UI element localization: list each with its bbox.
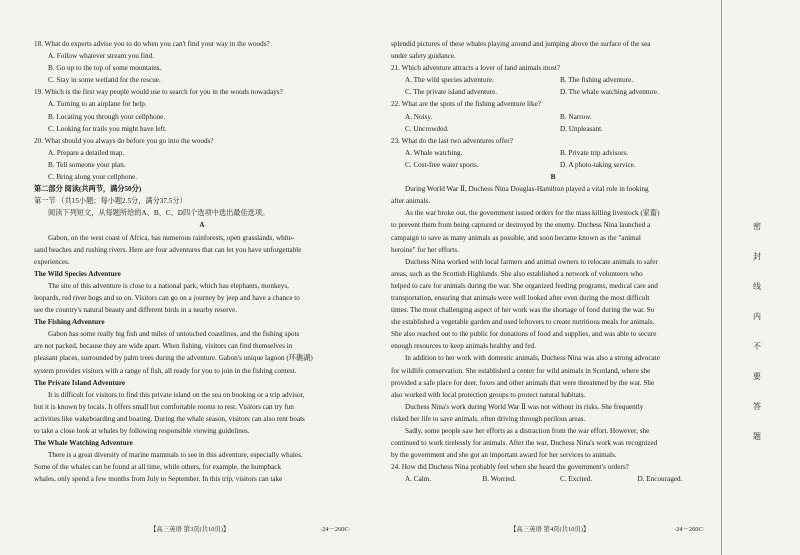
question-24-options — [391, 473, 715, 485]
answer-option: C. Cost-free water sports. — [405, 160, 479, 169]
text-line: 18. What do experts advise you to do when you can't find your way in the woods? — [34, 40, 270, 48]
text-line: As the war broke out, the government issued orders for the mass killing livestock (家畜) — [405, 209, 660, 218]
footer-right-title: 【高三英语 第4页(共10页)】 — [510, 526, 590, 533]
text-line: It is difficult for visitors to find this private island on the sea on booking or a trip advisor, — [48, 390, 305, 399]
text-line: 阅读下列短文，从每题所给的A、B、C、D四个选项中选出最佳选项。 — [48, 209, 270, 218]
footer-left-code: ·24－260C· — [320, 526, 351, 533]
text-line: 21. Which adventure attracts a lover of land animals most? — [391, 64, 561, 73]
text-line: The Fishing Adventure — [34, 318, 105, 327]
right-column — [391, 38, 715, 485]
text-line: she established a vegetable garden and used leftovers to create nutritious meals for animals. — [391, 318, 655, 327]
text-line: 19. Which is the first way people would use to search for you in the woods nowadays? — [34, 88, 283, 97]
text-line: C. Bring along your cellphone. — [48, 173, 138, 182]
text-line: transportation, ensuring that animals were well looked after even during the most difficult — [391, 293, 650, 302]
answer-option: D. The whale watching adventure. — [560, 88, 659, 97]
text-line: She also reached out to the public for donations of food and supplies, and was able to secure — [391, 330, 657, 339]
text-line: B — [550, 173, 556, 182]
option-row — [391, 86, 715, 98]
text-line: helped to care for animals during the war. She organized feeding programs, medical care and — [391, 281, 658, 290]
seal-line-notice — [752, 212, 762, 452]
text-line: activities like wakeboarding and boating. During the whale season, visitors can also rent boats — [34, 414, 305, 423]
text-line: The site of this adventure is close to a national park, which has elephants, monkeys, — [48, 281, 289, 290]
text-line: but it is known by locals. It offers small but comfortable rooms to rest. Visitors can try fun — [34, 402, 294, 411]
text-line: The Whale Watching Adventure — [34, 439, 133, 448]
text-line: 第一节 （共15小题；每小题2.5分，满分37.5分） — [34, 197, 187, 206]
seal-notice-char: 封 — [753, 252, 761, 261]
text-line: During World War Ⅱ, Duchess Nina Douglas-Hamilton played a vital role in looking — [405, 185, 649, 194]
option-row — [391, 123, 715, 135]
text-line: experiences. — [34, 257, 70, 266]
text-line: The Wild Species Adventure — [34, 269, 121, 278]
text-line: Gabon has some really big fish and miles of untouched coastlines, and the fishing spots — [48, 330, 300, 339]
text-line: by the government and she got an important award for her services to animals. — [391, 451, 617, 460]
text-line: provided a safe place for deer, foxes and other animals that were threatened by the war. She — [391, 378, 655, 387]
text-line: system provides visitors with a range of fish, all ready for you to join in the fishing contest. — [34, 366, 297, 375]
text-line: also worked with local protection groups to protect natural habitats. — [391, 390, 586, 399]
text-line: Some of the whales can be found at all time, while others, for example, the humpback — [34, 463, 282, 472]
text-line: to prevent them from being captured or destroyed by the enemy. Duchess Nina launched a — [391, 221, 651, 230]
text-line: B. Go up to the top of some mountains. — [48, 64, 162, 73]
passage-b — [391, 171, 715, 473]
left-column — [34, 38, 370, 485]
question-21-options — [391, 74, 715, 98]
answer-option: C. The private island adventure. — [405, 88, 498, 97]
text-line: Sadly, some people saw her efforts as a distraction from the war effort. However, she — [405, 427, 650, 435]
answer-option: D. Unpleasant. — [560, 124, 603, 133]
text-line: Gabon, on the west coast of Africa, has numerous rainforests, open grasslands, white- — [48, 233, 295, 242]
answer-option: C. Uncrowded. — [405, 124, 449, 133]
answer-option: A. Calm. — [405, 475, 432, 484]
option-row — [391, 159, 715, 171]
answer-option: D. Encouraged. — [637, 475, 683, 484]
seal-notice-char: 密 — [753, 222, 761, 231]
text-line: leopards, red river hogs and so on. Visitors can go on a journey by jeep and have a chance to — [34, 293, 300, 302]
text-line: risked her life to save animals, often driving through perilous areas. — [391, 414, 586, 423]
text-line: splendid pictures of these whales playing around and jumping above the surface of the sea — [391, 40, 651, 48]
text-line: areas, such as the Scottish Highlands. She also established a network of volunteers who — [391, 269, 643, 278]
seal-notice-char: 答 — [753, 402, 761, 411]
answer-option: B. Private trip advisors. — [560, 148, 629, 157]
question-22-stem: 22. What are the spots of the fishing adventure like? — [391, 100, 541, 109]
text-line: 24. How did Duchess Nina probably feel when she heard the government's orders? — [391, 463, 629, 472]
text-line: sand beaches and rushing rivers. Here are four adventures that can let you have unforgettable — [34, 245, 302, 254]
text-line: Duchess Nina's work during World War Ⅱ was not without its risks. She frequently — [405, 402, 644, 411]
text-line: are not packed, because they are wide apart. When fishing, visitors can find themselves in — [34, 342, 293, 351]
text-line: pleasant places, surrounded by palm trees during the adventure. Gabon's unique lagoon (环礁湖) — [34, 354, 313, 363]
footer-left-title: 【高三英语 第3页(共10页)】 — [150, 526, 230, 533]
seal-notice-char: 不 — [753, 342, 761, 351]
text-line: A — [199, 221, 205, 230]
text-line: C. Looking for trails you might have left. — [48, 124, 167, 133]
answer-option: C. Excited. — [560, 475, 593, 484]
question-22-options — [391, 111, 715, 135]
text-line: continued to work tirelessly for animals. After the war, Duchess Nina's work was recognized — [391, 439, 658, 448]
text-line: enough resources to keep animals healthy and fed. — [391, 342, 536, 351]
text-line: A. Follow whatever stream you find. — [48, 52, 154, 61]
answer-option: A. Noisy. — [405, 112, 433, 121]
text-line: for wildlife conservation. She established a center for wild animals in Scotland, where she — [391, 366, 651, 375]
option-row — [391, 111, 715, 123]
answer-option: B. The fishing adventure. — [560, 76, 634, 85]
text-line: A. Prepare a detailed map. — [48, 148, 125, 157]
passage-a-end — [391, 38, 715, 74]
answer-option: A. The wild species adventure. — [405, 76, 494, 85]
option-row — [391, 147, 715, 159]
question-23-stem: 23. What do the last two adventures offer? — [391, 136, 513, 145]
text-line: 20. What should you always do before you go into the woods? — [34, 136, 214, 145]
text-line: The Private Island Adventure — [34, 378, 126, 387]
seal-line — [721, 0, 722, 555]
text-line: see the country's natural beauty and different birds in a nearby reserve. — [34, 306, 238, 315]
question-23-options — [391, 147, 715, 171]
text-line: A. Turning to an airplane for help. — [48, 100, 147, 109]
text-line: times. The most challenging aspect of her work was the shortage of food during the war. So — [391, 306, 655, 315]
text-line: under safety guidance. — [391, 52, 456, 61]
answer-option: B. Worried. — [482, 475, 516, 484]
text-line: Duchess Nina worked with local farmers and animal owners to relocate animals to safer — [405, 257, 658, 266]
answer-option: A. Whale watching. — [405, 148, 463, 157]
text-line: whales, only spend a few months from July to September. In this trip, visitors can take — [34, 475, 283, 484]
footer-right-code: ·24－260C· — [674, 526, 705, 533]
text-line: C. Stay in some wetland for the rescue. — [48, 76, 161, 85]
text-line: after animals. — [391, 197, 431, 206]
text-line: campaign to save as many animals as possible, and soon became known as the "animal — [391, 233, 641, 242]
answer-option: D. A photo-taking service. — [560, 160, 636, 169]
text-line: to take a close look at whales by following responsible viewing guidelines. — [34, 427, 250, 435]
seal-notice-char: 线 — [753, 282, 761, 291]
text-line: B. Locating you through your cellphone. — [48, 112, 166, 121]
text-line: In addition to her work with domestic animals, Duchess Nina was also a strong advocate — [405, 354, 660, 363]
text-line: There is a great diversity of marine mammals to see in this adventure, especially whales. — [48, 451, 303, 460]
seal-notice-char: 题 — [753, 432, 761, 441]
seal-notice-char: 内 — [753, 312, 761, 321]
answer-option: B. Narrow. — [560, 112, 592, 121]
seal-notice-char: 要 — [753, 372, 761, 381]
text-line: heroine" for her efforts. — [391, 245, 459, 254]
text-line: B. Tell someone your plan. — [48, 160, 126, 169]
option-row — [391, 74, 715, 86]
text-line: 第二部分 阅读(共两节，满分50分) — [34, 185, 142, 194]
